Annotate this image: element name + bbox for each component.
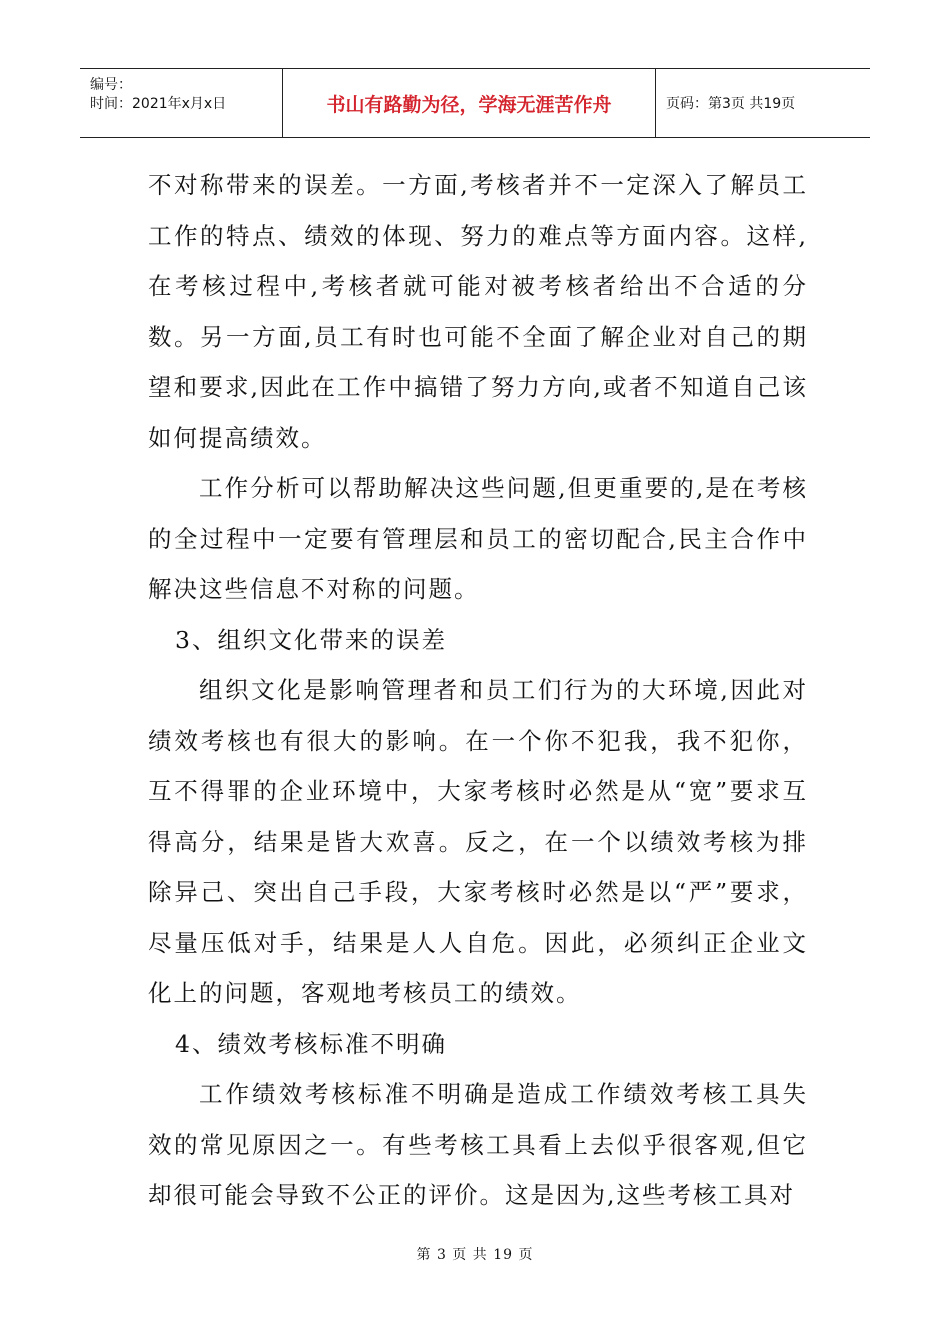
document-number-label: 编号： bbox=[90, 77, 132, 93]
body-paragraph-job-analysis: 工作分析可以帮助解决这些问题,但更重要的,是在考核的全过程中一定要有管理层和员工的密切配合,民主合作中解决这些信息不对称的问题。 bbox=[148, 474, 808, 603]
header-page-info: 页码：第3页 共19页 bbox=[666, 96, 796, 112]
header-motto-cell bbox=[282, 69, 656, 137]
section-heading-organizational-culture: 3、组织文化带来的误差 bbox=[175, 625, 447, 654]
body-paragraph-continued: 不对称带来的误差。一方面,考核者并不一定深入了解员工工作的特点、绩效的体现、努力的难点等方面内容。这样,在考核过程中,考核者就可能对被考核者给出不合适的分数。另一方面,员工有时也可能不全面了解企业对自己的期望和要求,因此在工作中搞错了努力方向,或者不知道自己该如何提高绩效。 bbox=[148, 171, 808, 452]
document-body bbox=[148, 160, 808, 1221]
body-paragraph-organizational-culture: 组织文化是影响管理者和员工们行为的大环境,因此对绩效考核也有很大的影响。在一个你不犯我，我不犯你，互不得罪的企业环境中，大家考核时必然是从“宽”要求互得高分，结果是皆大欢喜。反之，在一个以绩效考核为排除异己、突出自己手段，大家考核时必然是以“严”要求，尽量压低对手，结果是人人自危。因此，必须纠正企业文化上的问题，客观地考核员工的绩效。 bbox=[148, 676, 808, 1007]
page-footer: 第 3 页 共 19 页 bbox=[416, 1247, 534, 1263]
header-meta-cell bbox=[80, 69, 282, 137]
page-header bbox=[80, 68, 870, 138]
section-heading-unclear-standards: 4、绩效考核标准不明确 bbox=[175, 1029, 447, 1058]
document-time-label: 时间：2021年x月x日 bbox=[90, 96, 227, 112]
header-motto: 书山有路勤为径，学海无涯苦作舟 bbox=[326, 93, 612, 116]
body-paragraph-unclear-standards: 工作绩效考核标准不明确是造成工作绩效考核工具失效的常见原因之一。有些考核工具看上去似乎很客观,但它却很可能会导致不公正的评价。这是因为,这些考核工具对 bbox=[148, 1080, 808, 1209]
header-page-cell bbox=[656, 69, 870, 137]
